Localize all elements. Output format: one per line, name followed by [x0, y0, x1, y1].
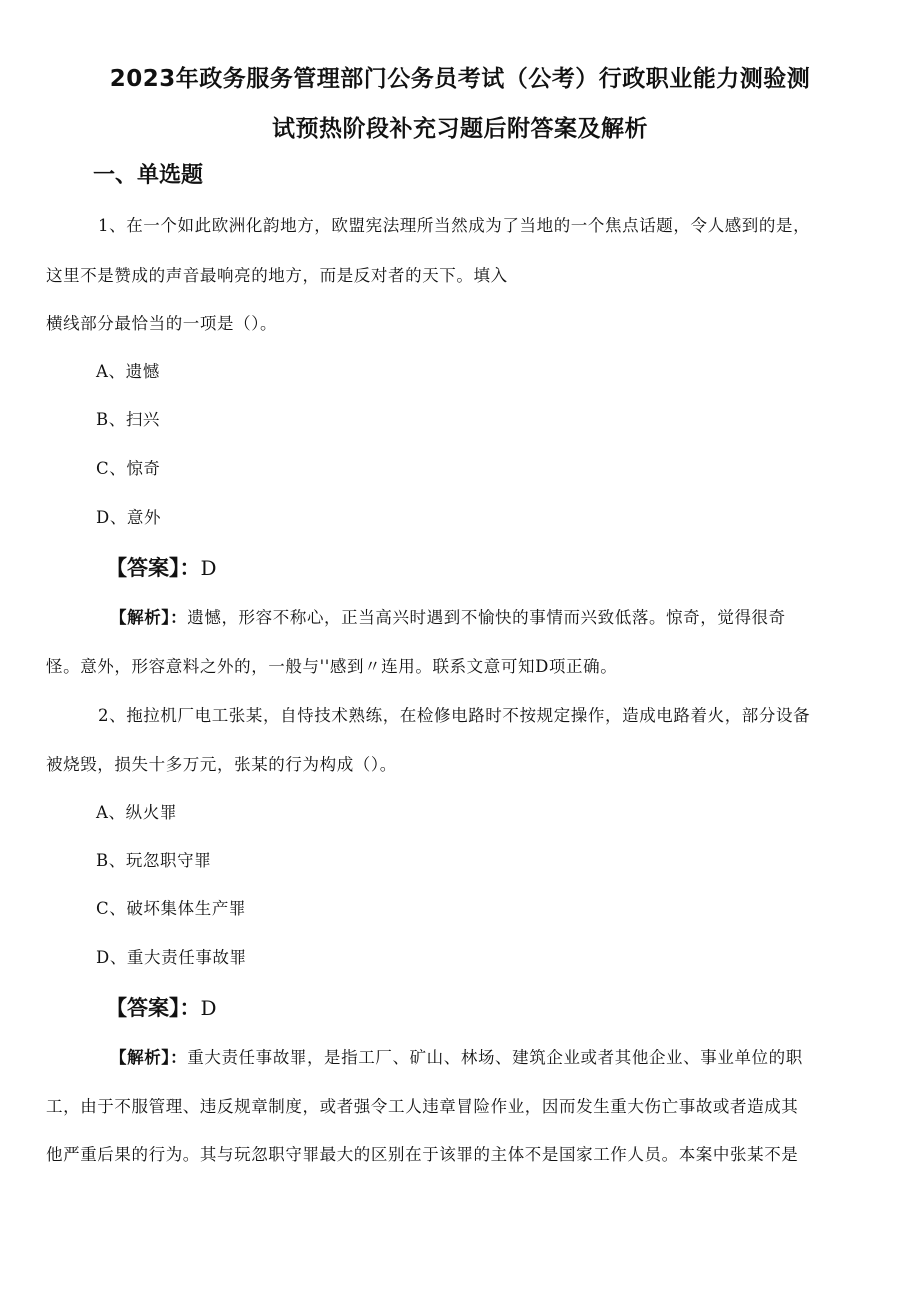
question-2-option-a: A、纵火罪 — [96, 803, 177, 822]
question-1-option-c: C、惊奇 — [96, 459, 161, 478]
answer-value: D — [200, 556, 217, 580]
question-1-text-line-3: 横线部分最恰当的一项是（）。 — [46, 314, 278, 333]
question-2-option-b: B、玩忽职守罪 — [96, 851, 212, 870]
analysis-text: 重大责任事故罪，是指工厂、矿山、林场、建筑企业或者其他企业、事业单位的职 — [187, 1048, 803, 1067]
question-2-option-d: D、重大责任事故罪 — [96, 948, 247, 967]
question-1-option-a: A、遗憾 — [96, 362, 160, 381]
question-2-analysis-line-3: 他严重后果的行为。其与玩忽职守罪最大的区别在于该罪的主体不是国家工作人员。本案中张某不是 — [46, 1145, 799, 1164]
analysis-label: 【解析】： — [110, 1048, 188, 1067]
question-2-text-line-2: 被烧毁，损失十多万元，张某的行为构成（）。 — [46, 755, 397, 774]
question-1-text-line-1: 1、在一个如此欧洲化韵地方，欧盟宪法理所当然成为了当地的一个焦点话题，令人感到的是， — [98, 216, 811, 235]
analysis-label: 【解析】： — [110, 608, 188, 627]
question-2-analysis-line-2: 工，由于不服管理、违反规章制度，或者强令工人违章冒险作业，因而发生重大伤亡事故或者造成其 — [46, 1097, 799, 1116]
question-1-option-d: D、意外 — [96, 508, 162, 527]
question-1-analysis-line-2: 怪。意外，形容意料之外的，一般与''感到〃连用。联系文意可知D项正确。 — [46, 657, 618, 676]
section-heading: 一、单选题 — [93, 163, 204, 188]
answer-label: 【答案】： — [106, 996, 201, 1020]
question-1-option-b: B、扫兴 — [96, 410, 161, 429]
question-1-answer — [106, 552, 217, 582]
question-2-text-line-1: 2、拖拉机厂电工张某，自恃技术熟练，在检修电路时不按规定操作，造成电路着火，部分设备 — [98, 706, 811, 725]
question-2-analysis-line-1 — [110, 1044, 803, 1068]
question-1-analysis-line-1 — [110, 604, 786, 628]
answer-label: 【答案】： — [106, 556, 201, 580]
question-1-text-line-2: 这里不是赞成的声音最响亮的地方，而是反对者的天下。填入 — [46, 266, 508, 285]
question-2-option-c: C、破坏集体生产罪 — [96, 899, 247, 918]
document-title-line-2: 试预热阶段补充习题后附答案及解析 — [272, 116, 648, 142]
analysis-text: 遗憾，形容不称心，正当高兴时遇到不愉快的事情而兴致低落。惊奇，觉得很奇 — [187, 608, 786, 627]
answer-value: D — [200, 996, 217, 1020]
question-2-answer — [106, 992, 217, 1022]
document-title-line-1: 2023年政务服务管理部门公务员考试（公考）行政职业能力测验测 — [109, 66, 811, 92]
